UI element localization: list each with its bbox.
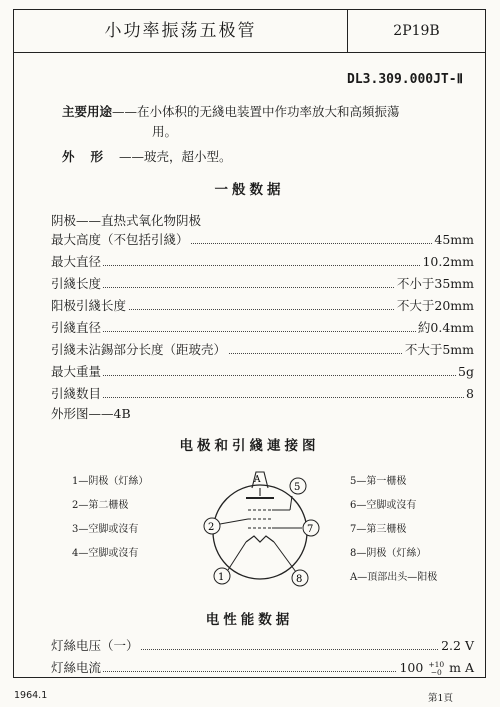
row-label: 最大重量	[51, 364, 102, 379]
pin-legend-right-5: 5—第一栅极	[350, 476, 407, 487]
pin-legend-right-7: 7—第三栅极	[350, 524, 407, 535]
lead-1	[228, 542, 246, 570]
pin-legend-right-a: A—頂部出头—阳极	[350, 572, 438, 583]
row-label: 阳极引綫长度	[51, 298, 127, 313]
document-number: DL3.309.000JT-Ⅱ	[347, 72, 463, 87]
tolerance-plus: +10	[428, 659, 445, 669]
pin-label-5: 5	[294, 482, 301, 493]
row-label: 最大高度（不包括引綫）	[51, 232, 189, 247]
pin-connection-diagram	[194, 466, 330, 590]
shape-label: 外形	[62, 149, 120, 164]
tube-title: 小功率振荡五极管	[104, 21, 257, 41]
row-label: 引綫长度	[51, 276, 102, 291]
shape-text: ——玻壳，超小型。	[119, 149, 232, 164]
purpose-text-cont: 用。	[152, 124, 178, 139]
row-label: 引綫数目	[51, 386, 102, 401]
row-value: 5g	[458, 364, 474, 379]
row-label: 灯絲电流	[51, 660, 102, 675]
pin-label-a: A	[254, 475, 261, 485]
shape-line	[62, 147, 232, 165]
row-value: 10.2mm	[422, 254, 474, 269]
tolerance	[428, 661, 444, 677]
row-value: 不大于20mm	[396, 298, 474, 313]
row-label: 引綫直径	[51, 320, 102, 335]
data-row	[51, 384, 474, 403]
pin-label-2: 2	[208, 522, 215, 533]
data-row	[51, 274, 474, 293]
row-value: 2.2 V	[441, 638, 474, 653]
row-value: 45mm	[434, 232, 474, 247]
tube-model: 2P19B	[393, 23, 440, 39]
purpose-text: ——在小体积的无綫电装置中作功率放大和高頻振蕩	[112, 104, 400, 119]
filament	[246, 536, 274, 542]
pin-legend-right-6: 6—空脚或沒有	[350, 500, 417, 511]
leader-dots	[51, 397, 474, 398]
data-row	[51, 252, 474, 271]
cathode-line: 阴极——直热式氧化物阴极	[51, 213, 202, 228]
row-label: 引綫未沾錫部分长度（距玻壳）	[51, 342, 227, 357]
purpose-paragraph	[62, 102, 472, 142]
value-main: 100	[399, 660, 424, 675]
electrical-row	[51, 636, 474, 655]
row-value: 不大于5mm	[404, 342, 474, 357]
electrical-row	[51, 658, 474, 677]
row-label: 灯絲电压（一）	[51, 638, 139, 653]
pin-label-1: 1	[218, 572, 225, 583]
row-value: 8	[466, 386, 474, 401]
pin-legend-right-8: 8—阴极（灯絲）	[350, 548, 427, 559]
pin-legend-left-3: 3—空脚或沒有	[72, 524, 139, 535]
pin-legend-left-4: 4—空脚或沒有	[72, 548, 139, 559]
header-table	[14, 10, 485, 53]
footer-page-number: 第1頁	[428, 693, 454, 704]
data-row	[51, 362, 474, 381]
leader-dots	[51, 265, 474, 266]
tube-envelope	[213, 485, 307, 579]
leader-dots	[51, 375, 474, 376]
leader-dots	[51, 331, 474, 332]
pin-label-8: 8	[296, 574, 303, 585]
data-row	[51, 318, 474, 337]
data-row	[51, 340, 474, 359]
row-value: 約0.4mm	[417, 320, 474, 335]
pin-legend-left-1: 1—阴极（灯絲）	[72, 476, 149, 487]
row-label: 最大直径	[51, 254, 102, 269]
row-value	[397, 658, 474, 677]
section-pins-heading: 电极和引綫連接图	[179, 438, 320, 454]
lead-8	[274, 542, 296, 572]
purpose-label: 主要用途	[62, 104, 113, 119]
datasheet-page	[13, 9, 486, 678]
lead-2	[220, 519, 248, 524]
row-value: 不小于35mm	[396, 276, 474, 291]
tolerance-minus: −0	[430, 667, 442, 677]
footer-date: 1964.1	[14, 690, 48, 701]
section-general-heading: 一般数据	[214, 182, 285, 198]
section-electrical-heading: 电性能数据	[205, 612, 294, 628]
pin-legend-left-2: 2—第二栅极	[72, 500, 129, 511]
data-row	[51, 296, 474, 315]
outline-drawing-ref: 外形图——4B	[51, 406, 131, 421]
value-unit: m A	[449, 660, 474, 675]
lead-5b	[290, 496, 292, 510]
pin-label-7: 7	[307, 524, 314, 535]
data-row	[51, 230, 474, 249]
